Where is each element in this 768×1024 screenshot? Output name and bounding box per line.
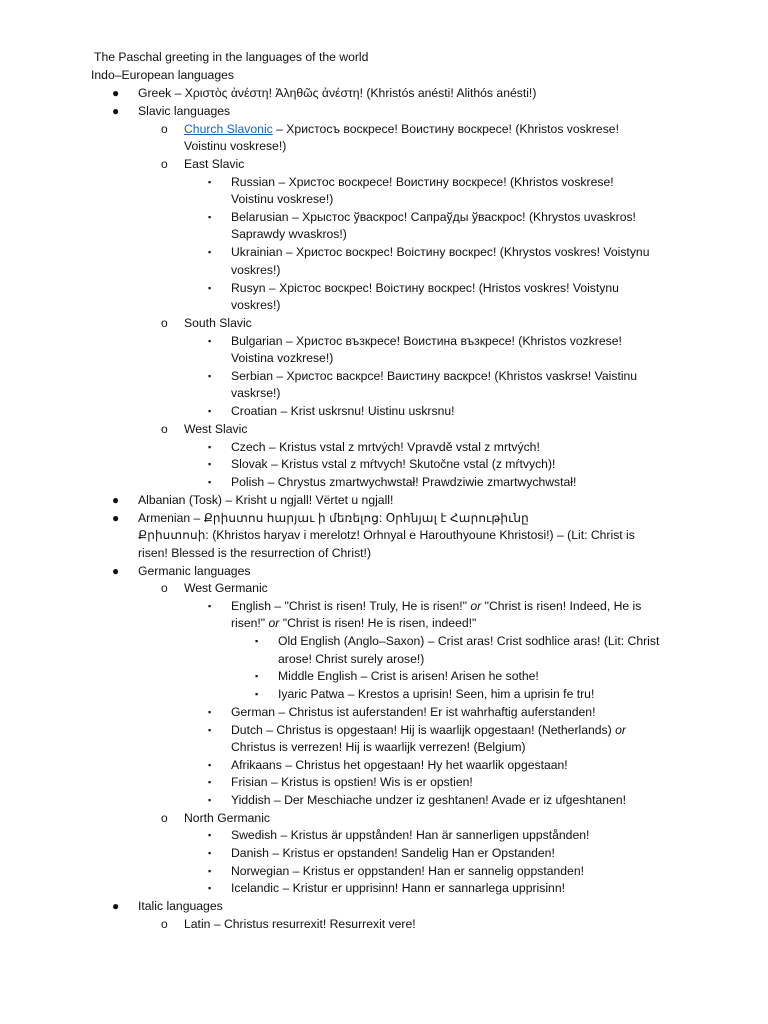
bullet-square: ▪ xyxy=(208,247,212,257)
bullet-circle: o xyxy=(161,811,168,825)
bullet-square: ▪ xyxy=(208,212,212,222)
bullet-square: ▪ xyxy=(208,707,212,717)
list-item-rusyn-cont: voskres!) xyxy=(231,298,281,312)
list-item-russian: Russian – Христос воскресе! Воистину воскресе! (Khristos voskrese! xyxy=(231,175,614,189)
list-item-english-cont xyxy=(231,615,476,631)
bullet-disc: ● xyxy=(112,493,120,507)
list-item-russian-cont: Voistinu voskrese!) xyxy=(231,192,334,206)
list-item-armenian-cont2: risen! Blessed is the resurrection of Christ!) xyxy=(138,546,372,560)
bullet-square: ▪ xyxy=(255,689,259,699)
bullet-square: ▪ xyxy=(208,442,212,452)
english-or: or xyxy=(470,599,482,613)
list-item-latin: Latin – Christus resurrexit! Resurrexit vere! xyxy=(184,917,416,931)
bullet-square: ▪ xyxy=(208,371,212,381)
list-item-north-germanic: North Germanic xyxy=(184,811,271,825)
list-item-swedish: Swedish – Kristus är uppstånden! Han är sannerligen uppstånden! xyxy=(231,828,590,842)
bullet-disc: ● xyxy=(112,86,120,100)
english-text-a: English – "Christ is risen! Truly, He is risen!" xyxy=(231,599,467,613)
english-text-b: "Christ is risen! Indeed, He is xyxy=(484,599,642,613)
list-item-slavic-languages: Slavic languages xyxy=(138,104,231,118)
bullet-circle: o xyxy=(161,157,168,171)
list-item-czech: Czech – Kristus vstal z mrtvých! Vpravdě vstal z mrtvých! xyxy=(231,440,540,454)
section-heading-indo-european: Indo–European languages xyxy=(91,68,234,82)
list-item-yiddish: Yiddish – Der Meschiache undzer iz geshtanen! Avade er iz ufgeshtanen! xyxy=(231,793,626,807)
bullet-circle: o xyxy=(161,581,168,595)
bullet-square: ▪ xyxy=(208,795,212,805)
list-item-danish: Danish – Kristus er opstanden! Sandelig Han er Opstanden! xyxy=(231,846,555,860)
bullet-circle: o xyxy=(161,422,168,436)
list-item-serbian-cont: vaskrse!) xyxy=(231,386,281,400)
list-item-church-slavonic xyxy=(184,121,619,137)
english-text-c: risen!" xyxy=(231,616,266,630)
list-item-slovak: Slovak – Kristus vstal z mŕtvych! Skutočne vstal (z mŕtvych)! xyxy=(231,457,556,471)
bullet-disc: ● xyxy=(112,564,120,578)
church-slavonic-link[interactable]: Church Slavonic xyxy=(184,122,273,136)
list-item-english xyxy=(231,598,641,614)
list-item-bulgarian-cont: Voistina vozkrese!) xyxy=(231,351,334,365)
list-item-dutch-cont: Christus is verrezen! Hij is waarlijk verrezen! (Belgium) xyxy=(231,740,526,754)
list-item-west-germanic: West Germanic xyxy=(184,581,268,595)
bullet-disc: ● xyxy=(112,899,120,913)
list-item-ukrainian: Ukrainian – Христос воскрес! Воістину воскрес! (Khrystos voskres! Voistynu xyxy=(231,245,650,259)
list-item-iyaric-patwa: Iyaric Patwa – Krestos a uprisin! Seen, him a uprisin fe tru! xyxy=(278,687,595,701)
bullet-circle: o xyxy=(161,316,168,330)
bullet-square: ▪ xyxy=(208,336,212,346)
bullet-square: ▪ xyxy=(208,459,212,469)
list-item-dutch xyxy=(231,722,626,738)
bullet-square: ▪ xyxy=(208,830,212,840)
english-text-d: "Christ is risen! He is risen, indeed!" xyxy=(282,616,477,630)
list-item-middle-english: Middle English – Crist is arisen! Arisen he sothe! xyxy=(278,669,539,683)
bullet-square: ▪ xyxy=(208,477,212,487)
list-item-germanic-languages: Germanic languages xyxy=(138,564,251,578)
list-item-old-english: Old English (Anglo–Saxon) – Crist aras! Crist sodhlice aras! (Lit: Christ xyxy=(278,634,660,648)
bullet-square: ▪ xyxy=(255,636,259,646)
document-title: The Paschal greeting in the languages of the world xyxy=(94,50,369,64)
bullet-square: ▪ xyxy=(208,725,212,735)
church-slavonic-text: – Христосъ воскресе! Воистину воскресе! (Khristos voskrese! xyxy=(276,122,619,136)
list-item-icelandic: Icelandic – Kristur er upprisinn! Hann er sannarlega upprisinn! xyxy=(231,881,565,895)
list-item-greek: Greek – Χριστὸς ἀνέστη! Ἀληθῶς ἀνέστη! (Khristós anésti! Alithós anésti!) xyxy=(138,86,537,100)
list-item-belarusian-cont: Saprawdy wvaskros!) xyxy=(231,227,347,241)
list-item-south-slavic: South Slavic xyxy=(184,316,252,330)
list-item-armenian-cont: Քրիստոսի: (Khristos haryav i merelotz! Orhnyal e Harouthyoune Khristosi!) – (Lit: Christ is xyxy=(138,528,635,542)
list-item-italic-languages: Italic languages xyxy=(138,899,223,913)
list-item-serbian: Serbian – Христос васкрсе! Ваистину васкрсе! (Khristos vaskrse! Vaistinu xyxy=(231,369,638,383)
list-item-east-slavic: East Slavic xyxy=(184,157,245,171)
list-item-old-english-cont: arose! Christ surely arose!) xyxy=(278,652,425,666)
list-item-afrikaans: Afrikaans – Christus het opgestaan! Hy het waarlik opgestaan! xyxy=(231,758,568,772)
list-item-polish: Polish – Chrystus zmartwychwstał! Prawdziwie zmartwychwstał! xyxy=(231,475,577,489)
list-item-church-slavonic-cont: Voistinu voskrese!) xyxy=(184,139,287,153)
list-item-bulgarian: Bulgarian – Христос възкресе! Воистина възкресе! (Khristos vozkrese! xyxy=(231,334,622,348)
bullet-disc: ● xyxy=(112,511,120,525)
bullet-square: ▪ xyxy=(208,601,212,611)
bullet-circle: o xyxy=(161,917,168,931)
bullet-square: ▪ xyxy=(208,760,212,770)
bullet-square: ▪ xyxy=(208,177,212,187)
list-item-rusyn: Rusyn – Хрістос воскрес! Воістину воскрес! (Hristos voskres! Voistynu xyxy=(231,281,619,295)
list-item-croatian: Croatian – Krist uskrsnu! Uistinu uskrsnu! xyxy=(231,404,455,418)
list-item-albanian: Albanian (Tosk) – Krisht u ngjall! Vërtet u ngjall! xyxy=(138,493,394,507)
list-item-belarusian: Belarusian – Хрыстос ўваскрос! Сапраўды ўваскрос! (Khrystos uvaskros! xyxy=(231,210,636,224)
list-item-armenian: Armenian – Քրիստոս հարյաւ ի մեռելոց: Օրհնյալ է Հարութիւնը xyxy=(138,511,529,525)
list-item-ukrainian-cont: voskres!) xyxy=(231,263,281,277)
dutch-or: or xyxy=(615,723,626,737)
english-or: or xyxy=(268,616,280,630)
bullet-square: ▪ xyxy=(255,671,259,681)
bullet-square: ▪ xyxy=(208,283,212,293)
list-item-west-slavic: West Slavic xyxy=(184,422,248,436)
bullet-square: ▪ xyxy=(208,883,212,893)
bullet-circle: o xyxy=(161,122,168,136)
bullet-disc: ● xyxy=(112,104,120,118)
list-item-norwegian: Norwegian – Kristus er oppstanden! Han er sannelig oppstanden! xyxy=(231,864,584,878)
dutch-text: Dutch – Christus is opgestaan! Hij is waarlijk opgestaan! (Netherlands) xyxy=(231,723,612,737)
bullet-square: ▪ xyxy=(208,777,212,787)
list-item-frisian: Frisian – Kristus is opstien! Wis is er opstien! xyxy=(231,775,473,789)
bullet-square: ▪ xyxy=(208,848,212,858)
bullet-square: ▪ xyxy=(208,406,212,416)
bullet-square: ▪ xyxy=(208,866,212,876)
list-item-german: German – Christus ist auferstanden! Er ist wahrhaftig auferstanden! xyxy=(231,705,596,719)
